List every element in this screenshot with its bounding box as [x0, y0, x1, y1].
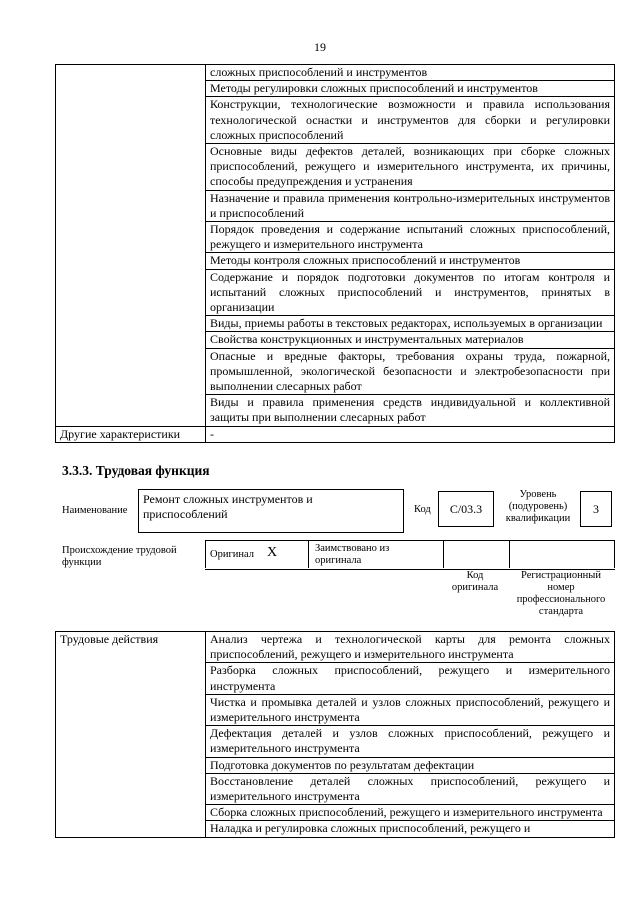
knowledge-item: сложных приспособлений и инструментов	[206, 65, 615, 81]
name-value: Ремонт сложных инструментов и приспособлений	[143, 492, 313, 521]
reg-number-caption: Регистрационный номер профессионального стандарта	[516, 570, 606, 617]
other-characteristics-value: -	[206, 426, 615, 442]
original-mark: X	[267, 545, 278, 560]
name-label: Наименование	[62, 505, 128, 516]
borrowed-label: Заимствовано из оригинала	[315, 543, 390, 566]
knowledge-item: Порядок проведения и содержание испытаний сложных приспособлений, режущего и измерительного инструмента	[206, 222, 615, 253]
origin-divider	[614, 540, 615, 568]
labor-action-item: Чистка и промывка деталей и узлов сложных приспособлений, режущего и измерительного инструмента	[206, 694, 615, 725]
code-value: С/03.3	[449, 502, 483, 516]
knowledge-table	[55, 64, 615, 443]
code-label: Код	[414, 504, 431, 515]
origin-label: Происхождение трудовой функции	[62, 545, 177, 568]
labor-actions-table	[55, 631, 615, 838]
code-value-box	[438, 491, 494, 527]
origin-divider	[308, 540, 309, 568]
section-title: 3.3.3. Трудовая функция	[62, 463, 210, 478]
level-value-box	[580, 491, 612, 527]
labor-action-item: Наладка и регулировка сложных приспособлений, режущего и	[206, 821, 615, 837]
knowledge-item: Методы регулировки сложных приспособлений и инструментов	[206, 81, 615, 97]
labor-action-item: Разборка сложных приспособлений, режущего и измерительного инструмента	[206, 663, 615, 694]
origin-divider	[509, 540, 510, 568]
labor-action-item: Восстановление деталей сложных приспособлений, режущего и измерительного инструмента	[206, 773, 615, 804]
code-original-caption: Код оригинала	[451, 570, 499, 593]
knowledge-item: Виды, приемы работы в текстовых редакторах, используемых в организации	[206, 316, 615, 332]
origin-divider	[443, 540, 444, 568]
original-label: Оригинал	[210, 549, 254, 560]
knowledge-item: Основные виды дефектов деталей, возникающих при сборке сложных приспособлений, режущего и измерительного инструмента, их причины, способы предупреждения и устранения	[206, 144, 615, 191]
knowledge-label-cell	[56, 65, 206, 427]
origin-divider	[205, 540, 206, 568]
knowledge-item: Опасные и вредные факторы, требования охраны труда, пожарной, промышленной, экологической безопасности и электробезопасности при выполнении слесарных работ	[206, 348, 615, 395]
labor-action-item: Дефектация деталей и узлов сложных приспособлений, режущего и измерительного инструмента	[206, 726, 615, 757]
knowledge-item: Виды и правила применения средств индивидуальной и коллективной защиты при выполнении слесарных работ	[206, 395, 615, 426]
knowledge-item: Свойства конструкционных и инструментальных материалов	[206, 332, 615, 348]
knowledge-item: Конструкции, технологические возможности и правила использования технологической оснастки и инструментов для сборки и регулировки сложных приспособлений	[206, 97, 615, 144]
level-label: Уровень (подуровень) квалификации	[505, 489, 571, 524]
knowledge-item: Содержание и порядок подготовки документов по итогам контроля и испытаний сложных приспособлений и инструментов, принятых в организации	[206, 269, 615, 316]
labor-action-item: Сборка сложных приспособлений, режущего и измерительного инструмента	[206, 805, 615, 821]
labor-action-item: Анализ чертежа и технологической карты для ремонта сложных приспособлений, режущего и измерительного инструмента	[206, 632, 615, 663]
labor-actions-label: Трудовые действия	[56, 632, 206, 838]
name-value-box	[138, 489, 404, 533]
knowledge-item: Методы контроля сложных приспособлений и инструментов	[206, 253, 615, 269]
knowledge-item: Назначение и правила применения контрольно-измерительных инструментов и приспособлений	[206, 190, 615, 221]
page-number: 19	[314, 40, 326, 54]
other-characteristics-label: Другие характеристики	[56, 426, 206, 442]
origin-boxes	[205, 540, 615, 568]
level-value: 3	[593, 502, 599, 516]
labor-action-item: Подготовка документов по результатам дефектации	[206, 757, 615, 773]
